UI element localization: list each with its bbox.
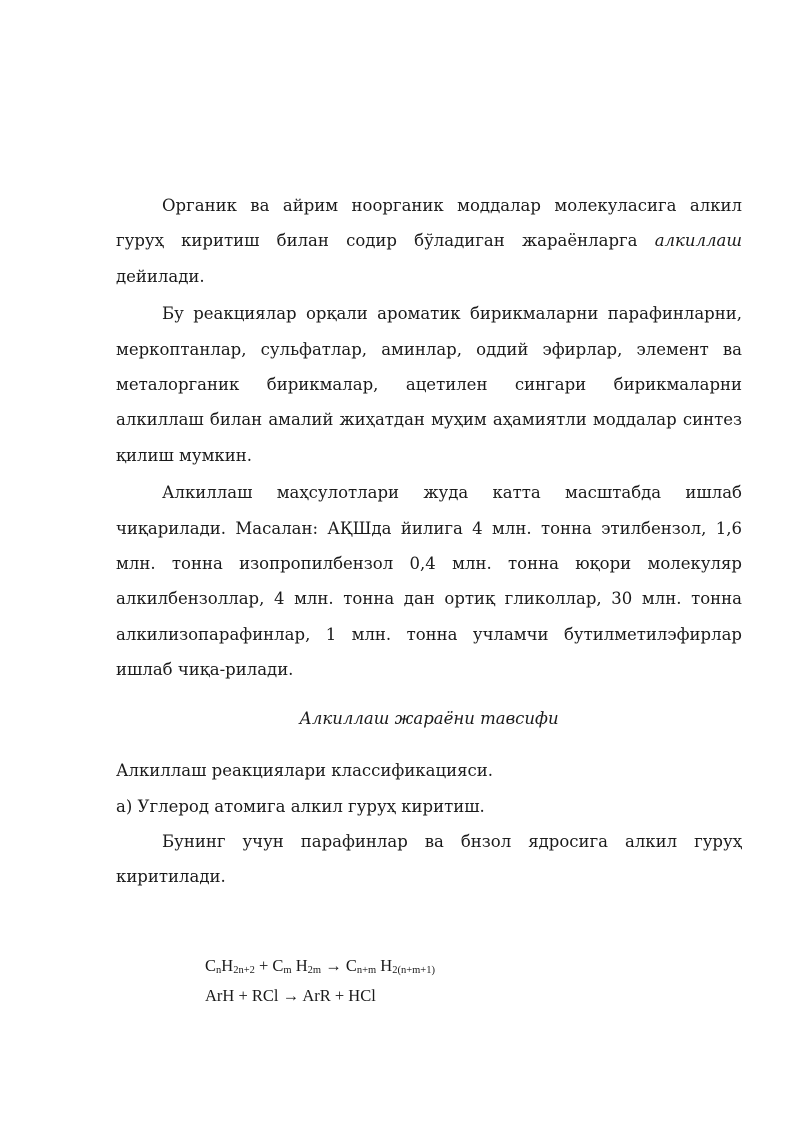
paragraph-1	[116, 188, 742, 294]
section-heading: Алкиллаш жараёни тавсифи	[299, 708, 559, 728]
paragraph-3: Алкиллаш маҳсулотлари жуда катта масштабда ишлаб чиқарилади. Масалан: АҚШда йилига 4 млн. тонна этилбензол, 1,6 млн. тонна изопропилбензол 0,4 млн. тонна юқори молекуляр алкилбензоллар, 4 млн. тонна дан ортиқ гликоллар, 30 млн. тонна алкилизопарафинлар, 1 млн. тонна учламчи бутилметилэфирлар ишлаб чиқа-рилади.	[116, 483, 742, 680]
document-body	[116, 188, 742, 895]
classification-item-a-text: Бунинг учун парафинлар ва бнзол ядросига алкил гуруҳ киритилади.	[116, 831, 742, 887]
formula-alkane-alkylation: $C_nH_{2n+2} + C_m$ $H_{2m} \to C_{n+m}$ $H_{2(n+m+1)}$	[205, 956, 435, 976]
paragraph-2: Бу реакциялар орқали ароматик бирикмаларни парафинларни, меркоптанлар, сульфатлар, аминлар, оддий эфирлар, элемент ва металорганик бирикмалар, ацетилен сингари бирикмаларни алкиллаш билан амалий жиҳатдан муҳим аҳамиятли моддалар синтез қилиш мумкин.	[116, 304, 742, 465]
classification-item-a: а) Углерод атомига алкил гуруҳ киритиш.	[116, 796, 485, 816]
paragraph-1-text: Органик ва айрим ноорганик моддалар молекуласига алкил гуруҳ киритиш билан содир бўладиган жараёнларга	[116, 196, 742, 251]
formula-arene-alkylation: ArH + RCl → ArR + HCl	[205, 986, 376, 1005]
paragraph-1-end: дейилади.	[116, 266, 205, 286]
classification-title: Алкиллаш реакциялари классификацияси.	[116, 761, 493, 781]
paragraph-1-term: алкиллаш	[654, 231, 742, 251]
formulas-block	[205, 954, 435, 1014]
